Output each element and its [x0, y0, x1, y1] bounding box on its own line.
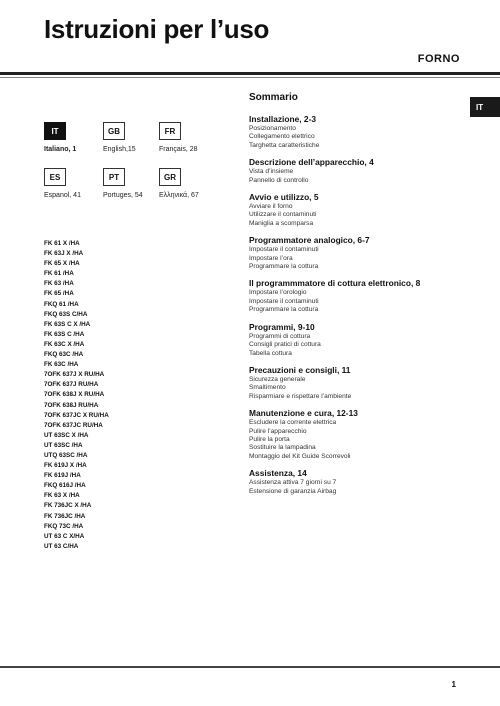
language-code-box: GR [159, 168, 181, 186]
section-title[interactable]: Installazione, 2-3 [249, 114, 317, 124]
model-item: FK 63J X /HA [44, 250, 84, 258]
model-item: FK 736JC X /HA [44, 502, 92, 510]
contents-section [249, 278, 464, 314]
contents-section [249, 365, 464, 401]
table-of-contents [249, 92, 464, 503]
language-label: Français, 28 [159, 146, 198, 153]
section-item[interactable]: Impostare il contaminuti [249, 297, 319, 305]
section-item[interactable]: Sicurezza generale [249, 375, 306, 383]
section-title[interactable]: Precauzioni e consigli, 11 [249, 364, 351, 375]
section-title[interactable]: Programmi, 9-10 [249, 321, 315, 332]
model-item: UT 63 C X/HA [44, 532, 85, 540]
section-item[interactable]: Vista d’insieme [249, 168, 294, 176]
section-item[interactable]: Posizionamento [249, 125, 296, 132]
language-pt[interactable] [103, 168, 161, 199]
contents-section [249, 468, 464, 496]
language-gr[interactable] [159, 168, 217, 199]
contents-section [249, 235, 464, 271]
section-title[interactable]: Manutenzione e cura, 12-13 [249, 408, 358, 419]
model-item: FKQ 73C /HA [44, 522, 84, 530]
contents-title: Sommario [249, 92, 298, 103]
language-code-box: GB [103, 122, 125, 140]
language-code-box: IT [44, 122, 66, 140]
contents-section [249, 114, 464, 150]
model-item: 7OFK 637JC RU/HA [44, 421, 103, 429]
model-item: FK 63 X /HA [44, 492, 80, 500]
section-item[interactable]: Consigli pratici di cottura [249, 341, 321, 349]
model-item: FK 736JC /HA [44, 512, 86, 520]
model-item: 7OFK 638J X RU/HA [44, 391, 105, 399]
section-item[interactable]: Targhetta caratteristiche [249, 141, 320, 149]
contents-section [249, 322, 464, 358]
model-item: FK 63 /HA [44, 280, 74, 288]
model-item: UTQ 63SC /HA [44, 451, 88, 459]
section-item[interactable]: Utilizzare il contaminuti [249, 211, 317, 219]
model-item: 7OFK 638J RU/HA [44, 401, 99, 409]
model-item: FK 61 /HA [44, 270, 74, 278]
language-code-box: FR [159, 122, 181, 140]
model-item: FKQ 63S C/HA [44, 310, 88, 318]
language-it[interactable] [44, 122, 102, 153]
language-label: Portuges, 54 [103, 192, 143, 199]
top-divider-thin [0, 77, 500, 78]
model-item: UT 63SC /HA [44, 441, 83, 449]
page-number: 1 [451, 680, 456, 689]
model-item: FKQ 616J /HA [44, 482, 86, 490]
section-item[interactable]: Maniglia a scomparsa [249, 219, 314, 227]
model-item: FKQ 61 /HA [44, 300, 79, 308]
section-title[interactable]: Descrizione dell’apparecchio, 4 [249, 157, 374, 168]
language-tab-it: IT [470, 97, 500, 117]
model-item: FK 61 X /HA [44, 240, 80, 247]
section-item[interactable]: Escludere la corrente elettrica [249, 419, 337, 427]
model-item: FK 65 X /HA [44, 260, 80, 268]
section-item[interactable]: Programmare la cottura [249, 263, 319, 271]
section-item[interactable]: Programmare la cottura [249, 306, 319, 314]
model-item: 7OFK 637JC X RU/HA [44, 411, 109, 419]
model-item: UT 63SC X /HA [44, 431, 89, 439]
model-item: FK 65 /HA [44, 290, 74, 298]
model-list [44, 239, 109, 552]
model-item: 7OFK 637J RU/HA [44, 381, 99, 389]
model-item: FKQ 63C /HA [44, 351, 84, 359]
section-item[interactable]: Montaggio del Kit Guide Scorrevoli [249, 452, 351, 460]
section-item[interactable]: Avviare il forno [249, 203, 293, 211]
section-title[interactable]: Il programmmatore di cottura elettronico, 8 [249, 278, 421, 289]
language-label: Italiano, 1 [44, 146, 77, 153]
language-label: Espanol, 41 [44, 192, 81, 199]
model-item: FK 63C /HA [44, 361, 79, 369]
section-title[interactable]: Avvio e utilizzo, 5 [249, 192, 319, 203]
model-item: 7OFK 637J X RU/HA [44, 371, 105, 379]
language-gb[interactable] [103, 122, 161, 153]
contents-section [249, 157, 464, 185]
section-item[interactable]: Pulire l’apparecchio [249, 427, 307, 435]
section-title[interactable]: Assistenza, 14 [249, 468, 307, 479]
model-item: FK 619J X /HA [44, 462, 87, 470]
section-item[interactable]: Sostituire la lampadina [249, 444, 316, 452]
language-code-box: ES [44, 168, 66, 186]
section-item[interactable]: Smaltimento [249, 384, 286, 392]
contents-section [249, 408, 464, 461]
section-title[interactable]: Programmatore analogico, 6-7 [249, 235, 370, 246]
language-label: English,15 [103, 146, 136, 153]
section-item[interactable]: Risparmiare e rispettare l’ambiente [249, 392, 352, 400]
section-item[interactable]: Programmi di cottura [249, 332, 311, 340]
page-title: Istruzioni per l’uso [44, 14, 270, 44]
section-item[interactable]: Collegamento elettrico [249, 133, 315, 141]
model-item: FK 63S C /HA [44, 330, 85, 338]
section-item[interactable]: Impostare l’ora [249, 254, 293, 262]
section-item[interactable]: Pulire la porta [249, 435, 290, 443]
top-divider [0, 72, 500, 75]
section-item[interactable]: Impostare il contaminuti [249, 246, 319, 254]
language-es[interactable] [44, 168, 102, 199]
model-item: FK 619J /HA [44, 472, 81, 480]
model-item: UT 63 C/HA [44, 542, 79, 550]
section-item[interactable]: Impostare l’orologio [249, 289, 307, 297]
contents-sections [249, 114, 464, 496]
contents-section [249, 192, 464, 228]
language-fr[interactable] [159, 122, 217, 153]
language-code-box: PT [103, 168, 125, 186]
section-item[interactable]: Tabella cottura [249, 349, 292, 357]
section-item[interactable]: Estensione di garanzia Airbag [249, 487, 337, 495]
section-item[interactable]: Assistenza attiva 7 giorni su 7 [249, 479, 337, 487]
model-item: FK 63C X /HA [44, 340, 85, 348]
section-item[interactable]: Pannello di controllo [249, 176, 309, 184]
model-item: FK 63S C X /HA [44, 320, 91, 328]
language-label: Ελληνικά, 67 [159, 192, 199, 199]
product-category: FORNO [417, 53, 460, 65]
bottom-divider [0, 666, 500, 668]
